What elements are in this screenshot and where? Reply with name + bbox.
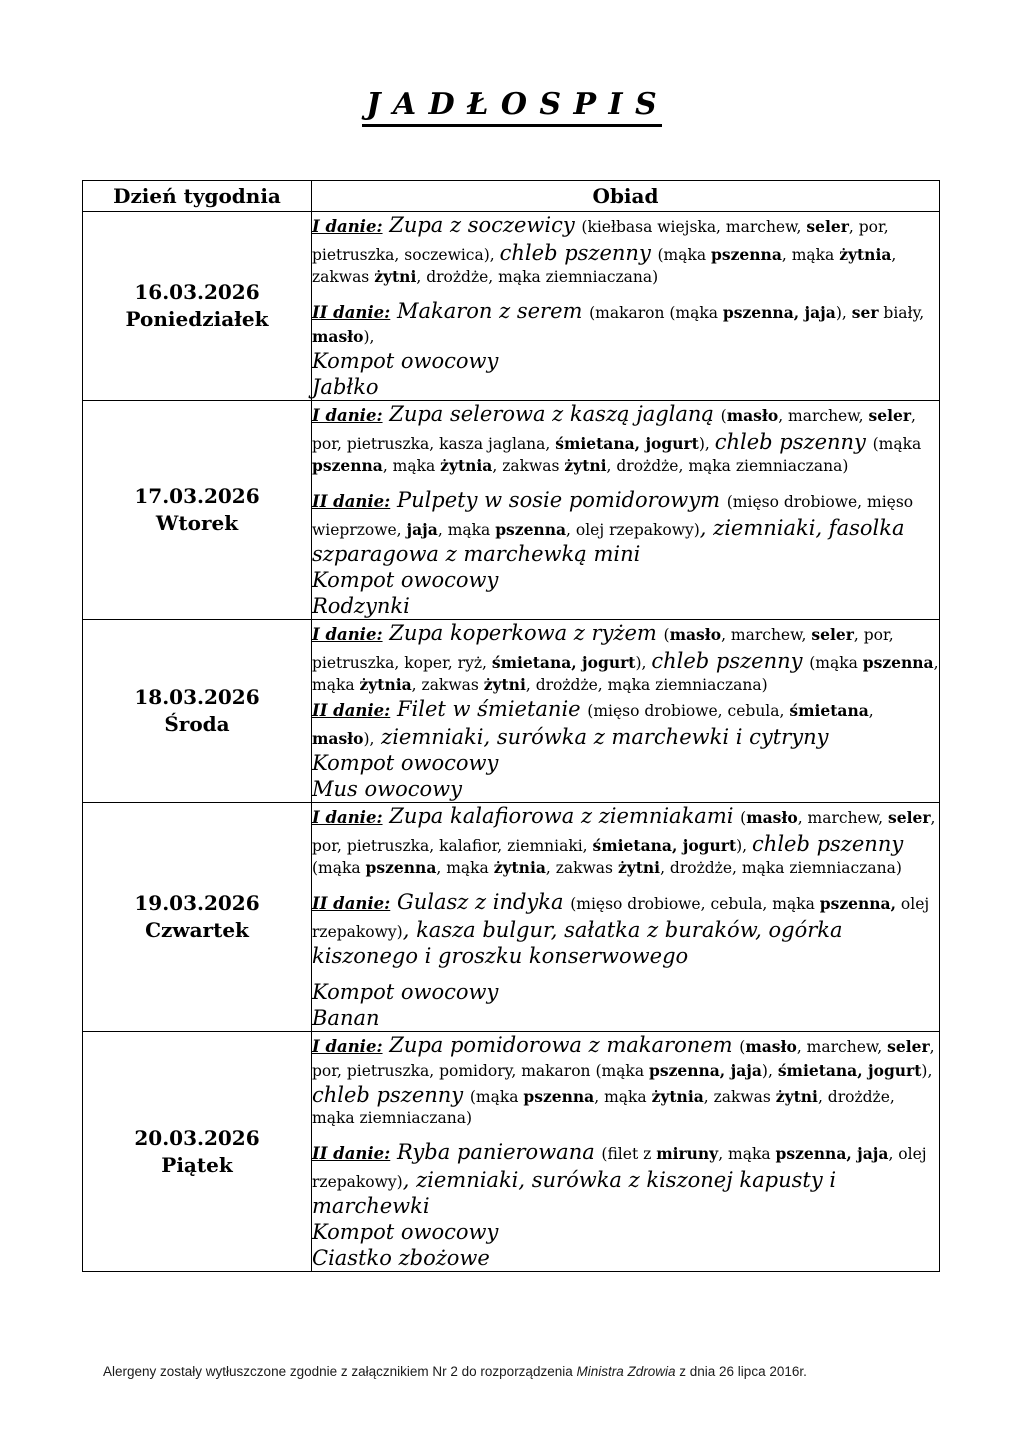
text-segment-ing: ( xyxy=(720,407,727,425)
menu-row xyxy=(83,401,940,620)
text-segment-label: I danie: xyxy=(312,808,383,827)
text-segment-ingb: żytnia xyxy=(651,1087,704,1106)
text-segment-label: I danie: xyxy=(312,625,383,644)
text-segment-ingb: żytni xyxy=(374,267,417,286)
text-segment-dish: Banan xyxy=(312,1006,380,1030)
column-header-obiad: Obiad xyxy=(312,181,940,212)
day-cell xyxy=(83,212,312,401)
text-segment-dish: Pulpety w sosie pomidorowym xyxy=(390,488,727,512)
text-segment-ingb: żytnia xyxy=(839,245,892,264)
text-segment-ingb: pszenna xyxy=(523,1087,595,1106)
text-segment-ingb: jaja xyxy=(406,520,438,539)
text-segment-ing: ), xyxy=(363,328,375,346)
menu-paragraph xyxy=(312,487,939,567)
menu-paragraph xyxy=(312,401,939,477)
text-segment-ingb: pszenna xyxy=(711,245,782,264)
text-segment-ing: , mąka xyxy=(382,457,441,475)
obiad-cell xyxy=(312,212,940,401)
text-segment-dish: Makaron z serem xyxy=(390,299,590,323)
row-date: 18.03.2026 xyxy=(134,685,260,709)
text-segment-ingb: żytni xyxy=(564,456,607,475)
text-segment-ingb: żytnia xyxy=(440,456,493,475)
text-segment-ing: , mąka xyxy=(437,521,496,539)
day-cell xyxy=(83,401,312,620)
text-segment-ing: , zakwas xyxy=(545,859,618,877)
table-header-row xyxy=(83,181,940,212)
text-segment-ing: , drożdże, mąka ziemniaczana) xyxy=(660,859,902,877)
text-segment-fi: Ministra Zdrowia xyxy=(576,1364,676,1379)
text-segment-ingb: żytni xyxy=(775,1087,818,1106)
text-segment-label: II danie: xyxy=(312,1144,391,1163)
text-segment-ing: , por, pietruszka, kalafior, ziemniaki, xyxy=(312,809,936,855)
day-cell xyxy=(83,803,312,1032)
text-segment-ingb: masło xyxy=(746,808,798,827)
menu-paragraph xyxy=(312,776,939,802)
text-segment-ing: ( xyxy=(663,626,670,644)
text-segment-label: I danie: xyxy=(312,406,383,425)
text-segment-label: I danie: xyxy=(312,217,383,236)
text-segment-ing: (makaron (mąka xyxy=(589,304,723,322)
text-segment-ingb: seler xyxy=(806,217,849,236)
text-segment-ing: , marchew, xyxy=(778,407,869,425)
text-segment-label: II danie: xyxy=(312,701,391,720)
row-day-name: Wtorek xyxy=(155,511,239,535)
menu-row xyxy=(83,1032,940,1272)
text-segment-dish: Kompot owocowy xyxy=(312,568,499,592)
text-segment-dish: Kompot owocowy xyxy=(312,349,499,373)
text-segment-ingb: masło xyxy=(726,406,779,425)
allergen-footnote xyxy=(103,1364,807,1379)
text-segment-dish: ziemniaki, surówka z marchewki i cytryny xyxy=(374,725,829,749)
text-segment-ing: (mięso drobiowe, cebula, mąka xyxy=(570,895,820,913)
row-day-name: Środa xyxy=(164,712,230,736)
text-segment-ingb: pszenna, jaja xyxy=(775,1144,889,1163)
text-segment-ing: ), xyxy=(761,1062,778,1080)
text-segment-ing: , por, pietruszka, kasza jaglana, xyxy=(312,407,916,453)
menu-paragraph xyxy=(312,1005,939,1031)
text-segment-ingb: masło xyxy=(312,327,364,346)
text-segment-ingb: żytni xyxy=(483,675,526,694)
text-segment-ingb: pszenna xyxy=(862,653,934,672)
menu-paragraph xyxy=(312,593,939,619)
text-segment-dish: chleb pszenny xyxy=(752,832,904,856)
text-segment-ing: , zakwas xyxy=(703,1088,776,1106)
text-segment-ing: , zakwas xyxy=(492,457,565,475)
text-segment-ingb: masło xyxy=(312,729,364,748)
text-segment-dish: Zupa kalafiorowa z ziemniakami xyxy=(382,804,741,828)
text-segment-ing: , por, pietruszka, pomidory, makaron (mąka xyxy=(312,1038,935,1080)
row-day-name: Czwartek xyxy=(145,918,249,942)
menu-paragraph xyxy=(312,567,939,593)
obiad-cell xyxy=(312,401,940,620)
text-segment-ing: (mąka xyxy=(809,654,863,672)
text-segment-ing: (mąka xyxy=(872,435,922,453)
menu-paragraph xyxy=(312,696,939,750)
text-segment-ing: (kiełbasa wiejska, marchew, xyxy=(581,218,807,236)
text-segment-ing: ), xyxy=(363,730,375,748)
text-segment-label: I danie: xyxy=(312,1037,383,1056)
text-segment-ingb: pszenna, xyxy=(819,894,896,913)
text-segment-ing: (mąka xyxy=(312,859,366,877)
text-segment-ing: , mąka xyxy=(436,859,494,877)
text-segment-dish: Kompot owocowy xyxy=(312,980,499,1004)
text-segment-ing: (filet z xyxy=(601,1145,657,1163)
text-segment-dish: chleb pszenny xyxy=(714,430,873,454)
menu-table xyxy=(82,180,940,1272)
text-segment-dish: Mus owocowy xyxy=(312,777,462,801)
text-segment-ingb: pszenna xyxy=(495,520,567,539)
text-segment-ing: olej rzepakowy) xyxy=(312,895,930,941)
row-date: 17.03.2026 xyxy=(134,484,260,508)
menu-row xyxy=(83,212,940,401)
menu-paragraph xyxy=(312,620,939,696)
text-segment-ing: , drożdże, mąka ziemniaczana) xyxy=(416,268,659,286)
text-segment-dish: Filet w śmietanie xyxy=(390,697,588,721)
text-segment-dish: chleb pszenny xyxy=(651,649,810,673)
obiad-cell xyxy=(312,620,940,803)
text-segment-ingb: seler xyxy=(888,808,931,827)
menu-paragraph xyxy=(312,1032,939,1129)
text-segment-ing: , por, pietruszka, koper, ryż, xyxy=(312,626,894,672)
text-segment-ing: (mąka xyxy=(469,1088,524,1106)
text-segment-ingb: żytnia xyxy=(359,675,412,694)
menu-paragraph xyxy=(312,1219,939,1245)
text-segment-dish: Ryba panierowana xyxy=(390,1140,602,1164)
text-segment-ingb: śmietana, jogurt xyxy=(592,836,737,855)
menu-paragraph xyxy=(312,979,939,1005)
text-segment-label: II danie: xyxy=(312,303,391,322)
text-segment-ing: , olej rzepakowy) xyxy=(566,521,700,539)
row-day-name: Piątek xyxy=(161,1152,233,1177)
text-segment-ing: , zakwas xyxy=(312,246,897,286)
obiad-cell xyxy=(312,803,940,1032)
row-day-name: Poniedziałek xyxy=(125,307,269,331)
menu-body xyxy=(83,212,940,1272)
text-segment-ing: (mięso drobiowe, mięso wieprzowe, xyxy=(312,493,914,539)
text-segment-dish: Jabłko xyxy=(312,375,379,399)
text-segment-dish: , ziemniaki, surówka z kiszonej kapusty i marchewki xyxy=(312,1168,837,1218)
text-segment-dish: Gulasz z indyka xyxy=(390,890,571,914)
text-segment-ingb: pszenna, jaja xyxy=(722,303,836,322)
text-segment-dish: , ziemniaki, fasolka szparagowa z marchewką mini xyxy=(312,516,905,566)
text-segment-ft: z dnia 26 lipca 2016r. xyxy=(675,1364,807,1379)
text-segment-ingb: pszenna xyxy=(365,858,437,877)
text-segment-ing: , drożdże, mąka ziemniaczana) xyxy=(312,1088,895,1127)
text-segment-ing: , mąka xyxy=(781,246,840,264)
text-segment-ing: ), xyxy=(736,837,753,855)
text-segment-ing: , marchew, xyxy=(796,1038,888,1056)
text-segment-ing: (mięso drobiowe, cebula, xyxy=(587,702,790,720)
text-segment-ingb: seler xyxy=(887,1037,930,1056)
text-segment-ingb: ser xyxy=(851,303,879,322)
text-segment-dish: Kompot owocowy xyxy=(312,1220,499,1244)
text-segment-ft: Alergeny zostały wytłuszczone zgodnie z załącznikiem Nr 2 do rozporządzenia xyxy=(103,1364,577,1379)
day-cell xyxy=(83,620,312,803)
menu-paragraph xyxy=(312,348,939,374)
menu-paragraph xyxy=(312,212,939,288)
menu-paragraph xyxy=(312,750,939,776)
text-segment-ingb: seler xyxy=(868,406,912,425)
menu-row xyxy=(83,620,940,803)
text-segment-dish: Rodzynki xyxy=(312,594,410,618)
text-segment-ing: ), xyxy=(921,1062,933,1080)
text-segment-ing: biały, xyxy=(878,304,925,322)
text-segment-ing: , marchew, xyxy=(721,626,812,644)
menu-paragraph xyxy=(312,889,939,969)
text-segment-ingb: pszenna xyxy=(312,456,383,475)
text-segment-ing: ( xyxy=(740,809,747,827)
text-segment-ing: ( xyxy=(739,1038,746,1056)
text-segment-ing: , xyxy=(868,702,874,720)
text-segment-label: II danie: xyxy=(312,492,391,511)
text-segment-dish: Kompot owocowy xyxy=(312,751,499,775)
row-date: 19.03.2026 xyxy=(134,891,260,915)
menu-paragraph xyxy=(312,298,939,348)
text-segment-ingb: masło xyxy=(669,625,722,644)
row-date: 16.03.2026 xyxy=(134,280,260,304)
text-segment-ingb: miruny xyxy=(656,1144,719,1163)
text-segment-dish: Zupa pomidorowa z makaronem xyxy=(382,1033,740,1057)
text-segment-ing: , olej rzepakowy) xyxy=(312,1145,927,1191)
text-segment-ingb: śmietana xyxy=(789,701,869,720)
text-segment-ing: , mąka xyxy=(312,654,939,694)
obiad-cell xyxy=(312,1032,940,1272)
menu-paragraph xyxy=(312,1245,939,1271)
text-segment-ing: (mąka xyxy=(657,246,712,264)
text-segment-dish: Zupa selerowa z kaszą jaglaną xyxy=(382,402,721,426)
text-segment-ingb: śmietana, jogurt xyxy=(777,1061,922,1080)
text-segment-ingb: śmietana, jogurt xyxy=(555,434,699,453)
text-segment-ingb: śmietana, jogurt xyxy=(491,653,636,672)
text-segment-ing: ), xyxy=(698,435,715,453)
row-date: 20.03.2026 xyxy=(134,1125,260,1150)
page-title xyxy=(0,84,1024,127)
text-segment-ingb: seler xyxy=(811,625,854,644)
menu-row xyxy=(83,803,940,1032)
text-segment-ing: , mąka xyxy=(594,1088,652,1106)
text-segment-ingb: pszenna, jaja xyxy=(649,1061,762,1080)
text-segment-ing: , drożdże, mąka ziemniaczana) xyxy=(525,676,768,694)
day-cell xyxy=(83,1032,312,1272)
text-segment-ing: , mąka xyxy=(718,1145,776,1163)
text-segment-ing: , zakwas xyxy=(411,676,484,694)
text-segment-ingb: masło xyxy=(745,1037,797,1056)
text-segment-label: II danie: xyxy=(312,894,391,913)
text-segment-dish: Zupa z soczewicy xyxy=(382,213,582,237)
text-segment-dish: Ciastko zbożowe xyxy=(312,1246,490,1270)
text-segment-ing: , marchew, xyxy=(797,809,889,827)
text-segment-ingb: żytni xyxy=(617,858,661,877)
text-segment-ing: , drożdże, mąka ziemniaczana) xyxy=(606,457,849,475)
text-segment-dish: Zupa koperkowa z ryżem xyxy=(382,621,664,645)
menu-paragraph xyxy=(312,374,939,400)
text-segment-ingb: żytnia xyxy=(493,858,546,877)
menu-paragraph xyxy=(312,1139,939,1219)
page-title-text: J A D Ł O S P I S xyxy=(362,87,661,127)
text-segment-ing: ), xyxy=(635,654,652,672)
column-header-day: Dzień tygodnia xyxy=(83,181,312,212)
text-segment-dish: , kasza bulgur, sałatka z buraków, ogórka kiszonego i groszku konserwowego xyxy=(312,918,843,968)
text-segment-dish: chleb pszenny xyxy=(499,241,658,265)
text-segment-dish: chleb pszenny xyxy=(312,1083,470,1107)
menu-paragraph xyxy=(312,803,939,879)
text-segment-ing: ), xyxy=(835,304,852,322)
text-segment-ing: , por, pietruszka, soczewica), xyxy=(312,218,889,264)
